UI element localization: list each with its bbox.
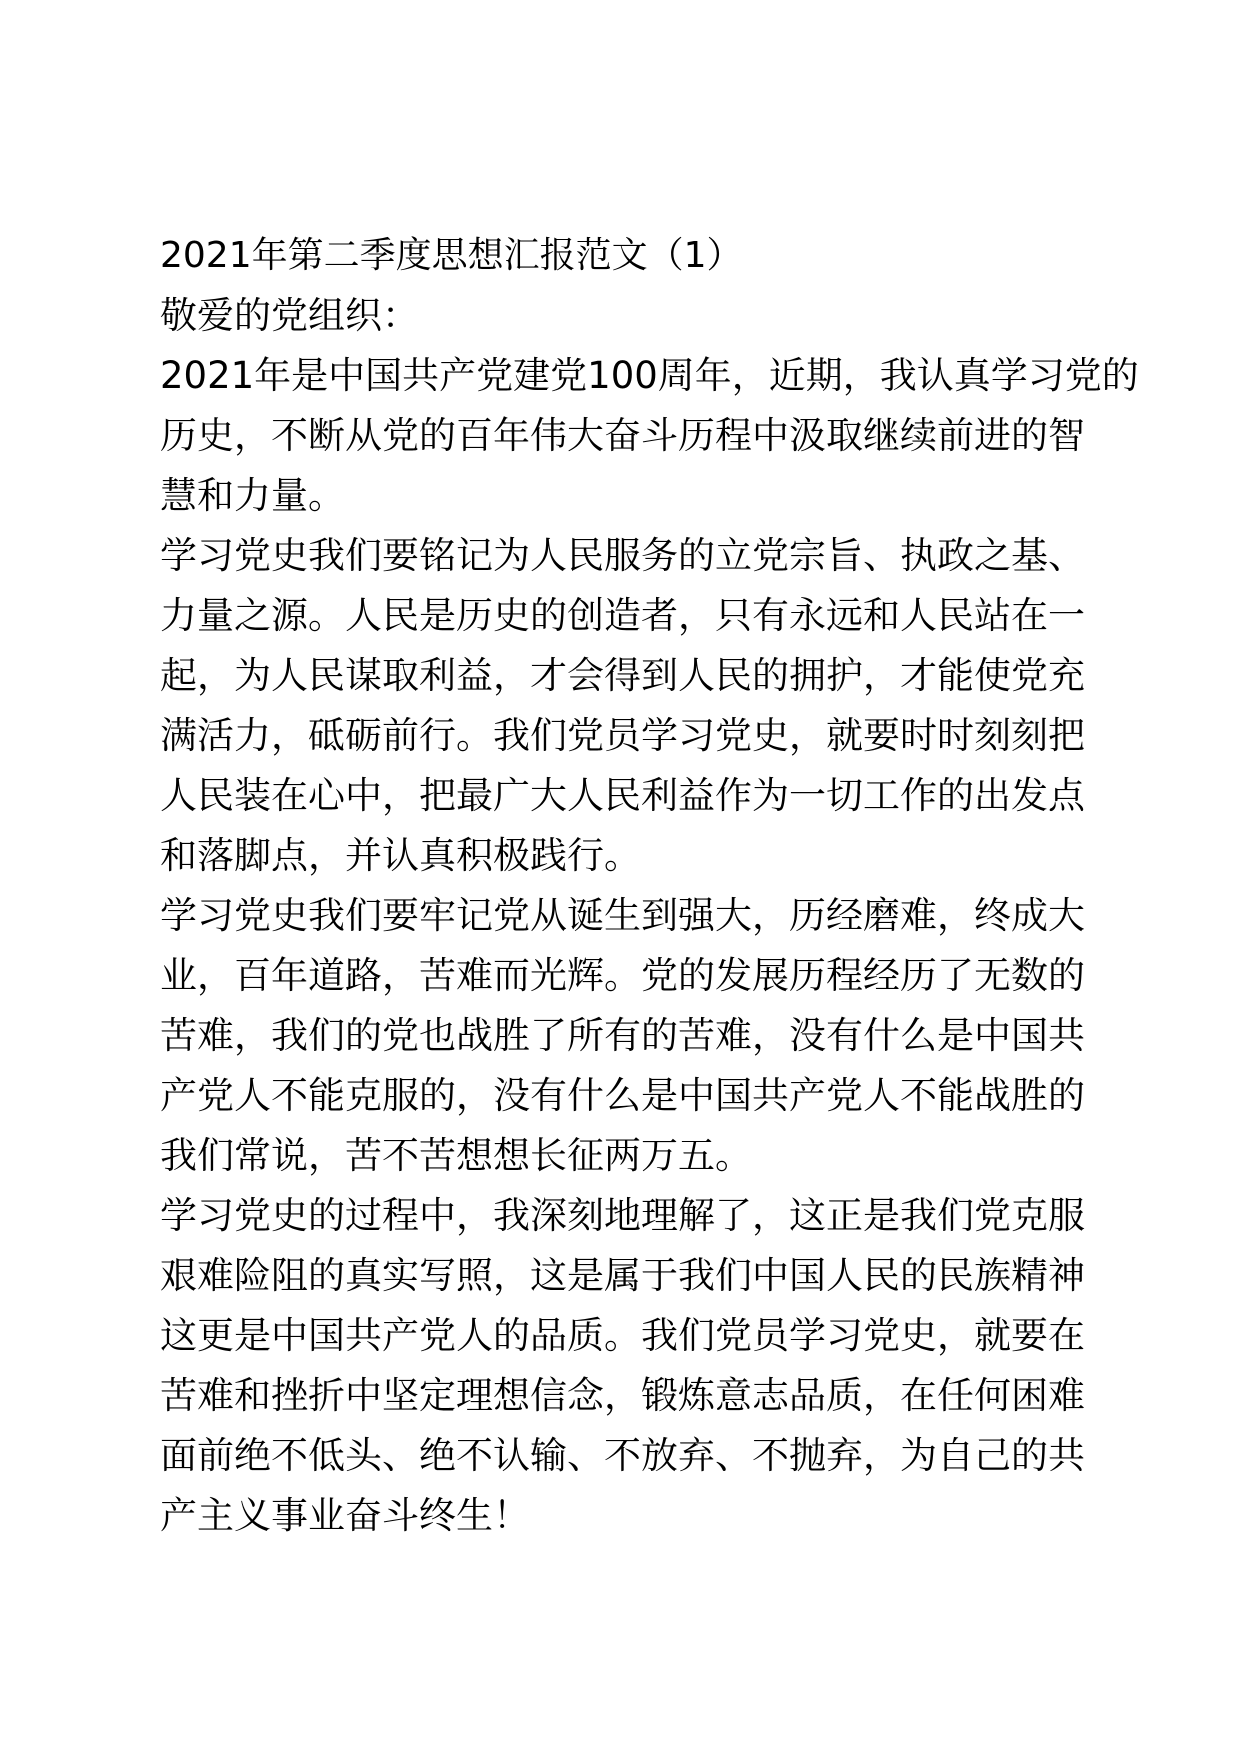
salutation: 敬爱的党组织： xyxy=(160,294,419,337)
body-line: 学习党史我们要铭记为人民服务的立党宗旨、执政之基、 xyxy=(160,534,1085,577)
body-line: 业，百年道路，苦难而光辉。党的发展历程经历了无数的 xyxy=(160,954,1085,997)
body-line: 苦难和挫折中坚定理想信念，锻炼意志品质，在任何困难 xyxy=(160,1374,1085,1417)
body-line: 这更是中国共产党人的品质。我们党员学习党史，就要在 xyxy=(160,1314,1085,1357)
body-line: 艰难险阻的真实写照，这是属于我们中国人民的民族精神 xyxy=(160,1254,1085,1297)
body-line: 满活力，砥砺前行。我们党员学习党史，就要时时刻刻把 xyxy=(160,714,1085,757)
document-body xyxy=(160,226,1139,1546)
body-line: 慧和力量。 xyxy=(160,474,345,517)
body-line: 力量之源。人民是历史的创造者，只有永远和人民站在一 xyxy=(160,594,1085,637)
body-line: 2021年是中国共产党建党100周年，近期，我认真学习党的 xyxy=(160,354,1139,397)
body-line: 我们常说，苦不苦想想长征两万五。 xyxy=(160,1134,752,1177)
body-line: 起，为人民谋取利益，才会得到人民的拥护，才能使党充 xyxy=(160,654,1085,697)
body-line: 产党人不能克服的，没有什么是中国共产党人不能战胜的 xyxy=(160,1074,1085,1117)
body-line: 人民装在心中，把最广大人民利益作为一切工作的出发点 xyxy=(160,774,1085,817)
body-line: 苦难，我们的党也战胜了所有的苦难，没有什么是中国共 xyxy=(160,1014,1085,1057)
document-title: 2021年第二季度思想汇报范文（1） xyxy=(160,235,743,276)
body-line: 产主义事业奋斗终生！ xyxy=(160,1494,530,1537)
body-line: 历史，不断从党的百年伟大奋斗历程中汲取继续前进的智 xyxy=(160,414,1085,457)
body-line: 和落脚点，并认真积极践行。 xyxy=(160,834,641,877)
body-line: 学习党史我们要牢记党从诞生到强大，历经磨难，终成大 xyxy=(160,894,1085,937)
body-line: 学习党史的过程中，我深刻地理解了，这正是我们党克服 xyxy=(160,1194,1085,1237)
body-line: 面前绝不低头、绝不认输、不放弃、不抛弃，为自己的共 xyxy=(160,1434,1085,1477)
